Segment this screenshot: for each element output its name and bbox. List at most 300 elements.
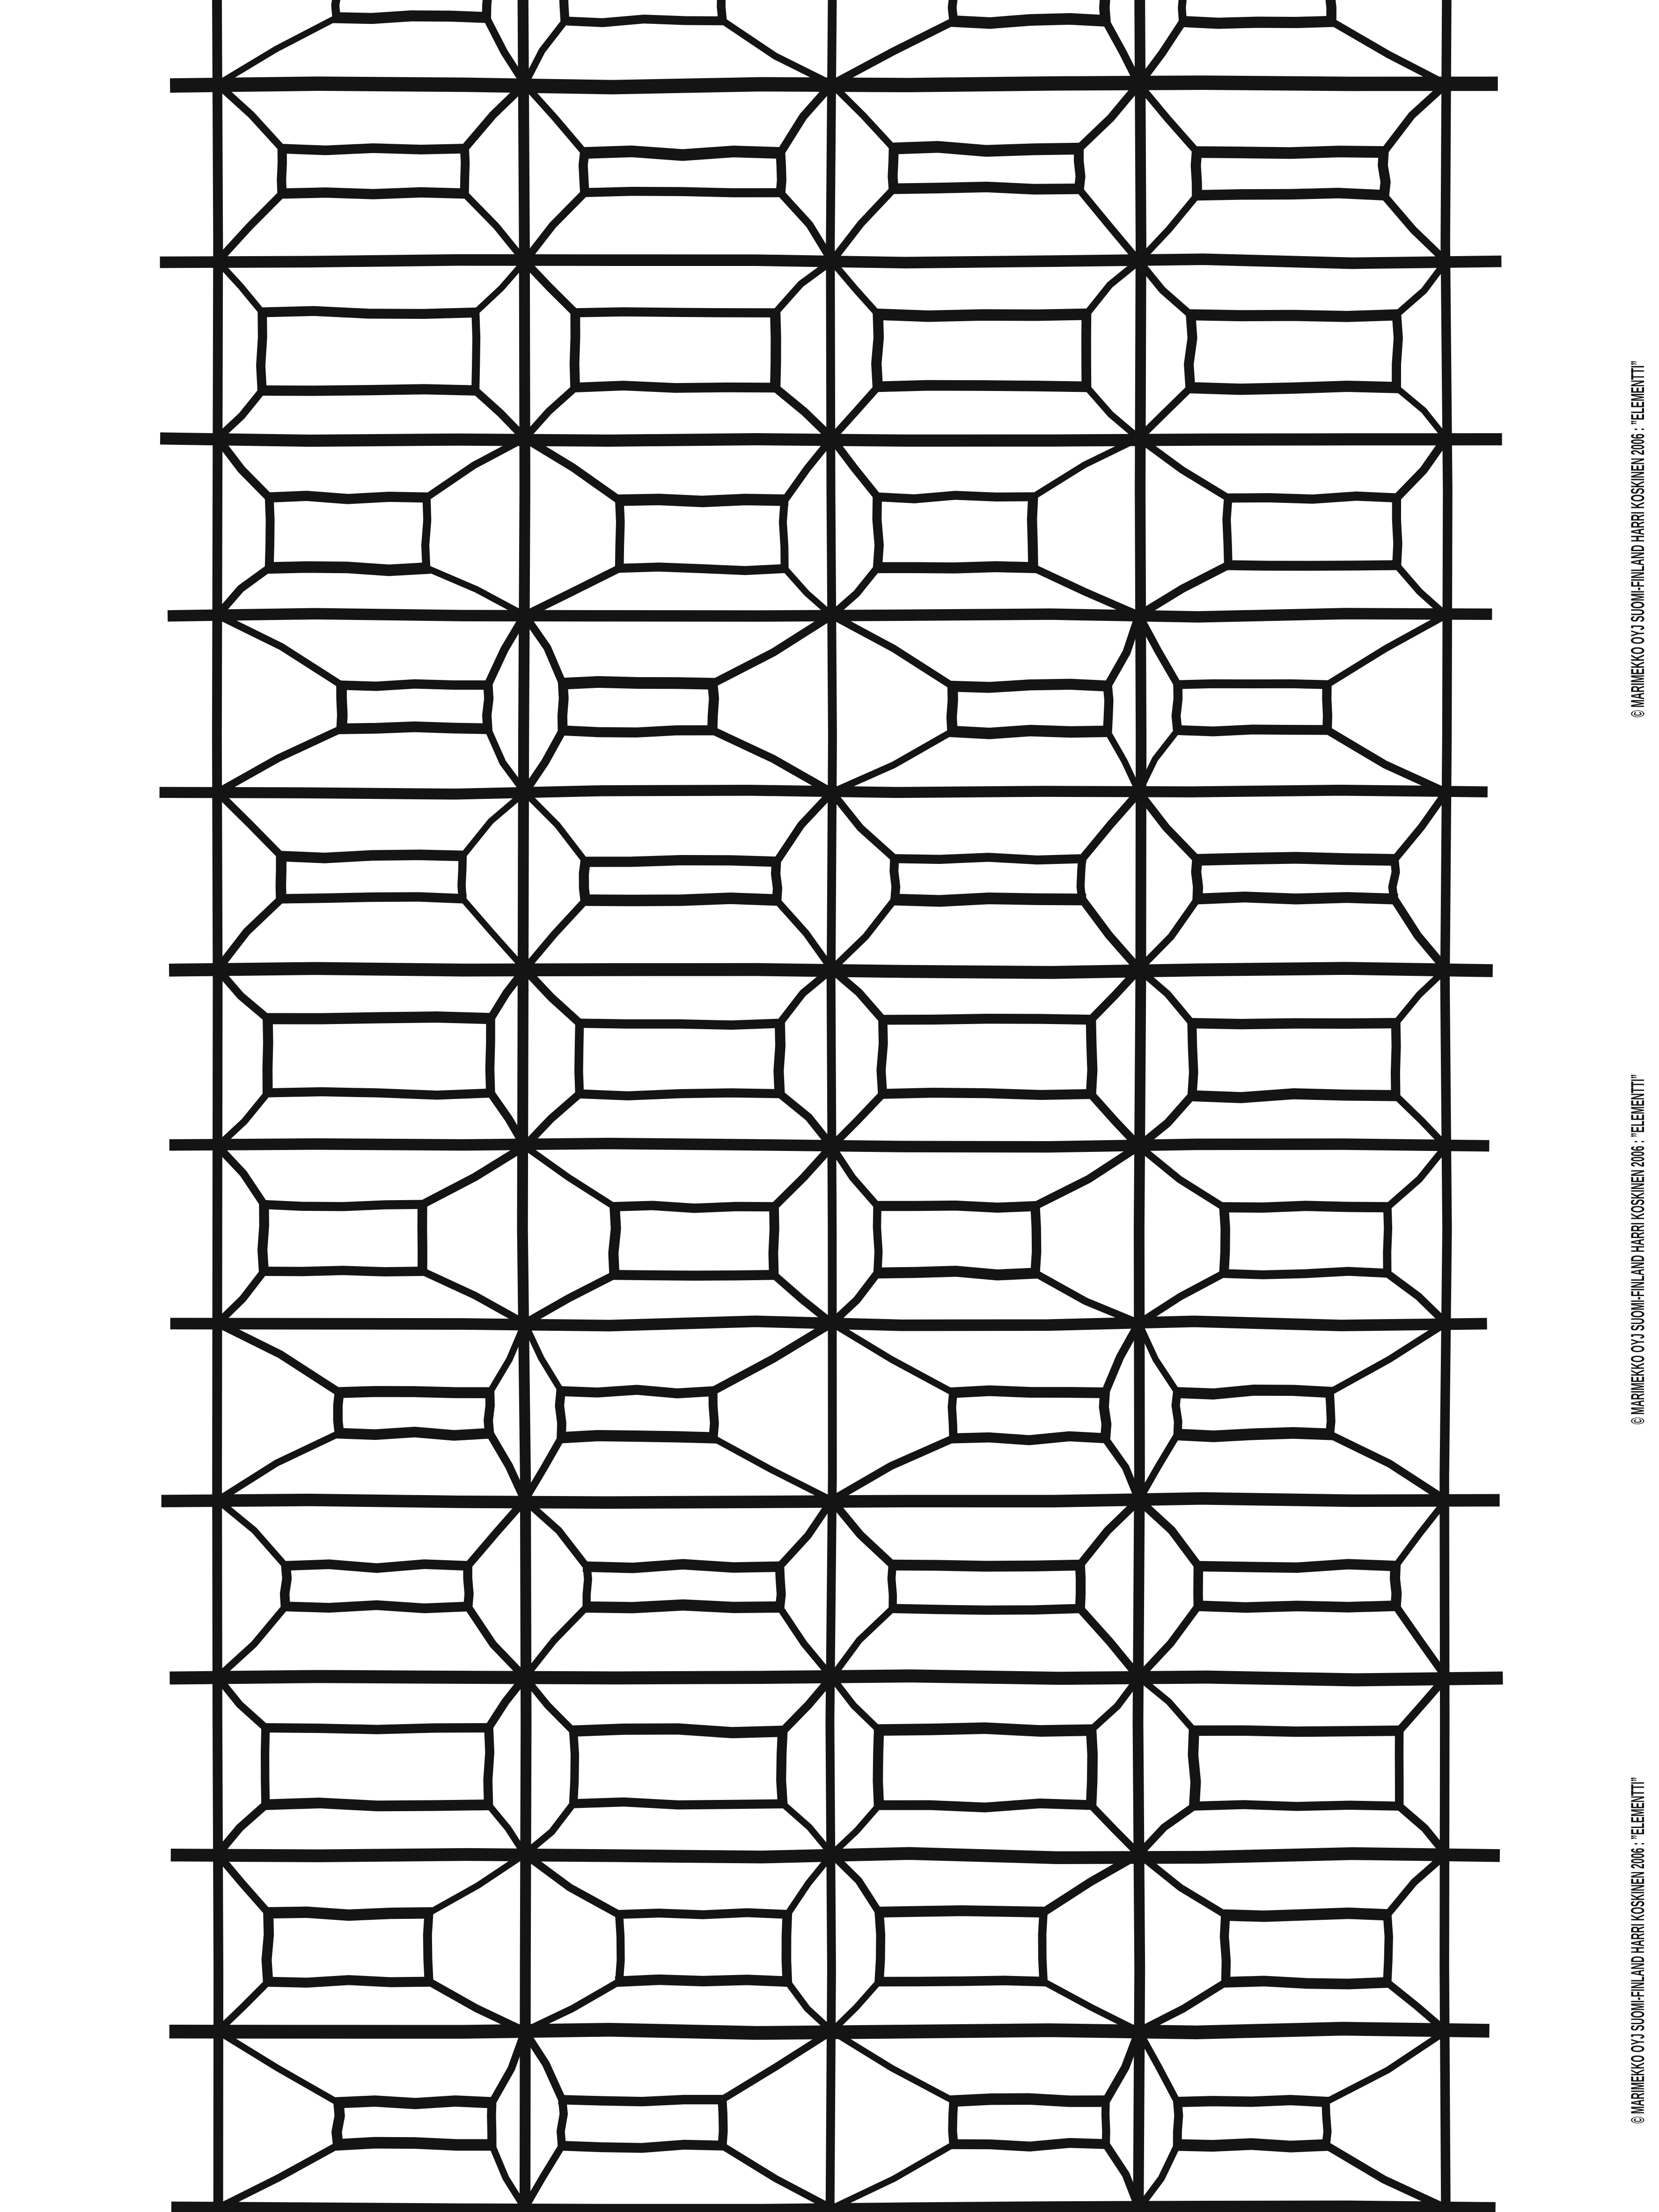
panel-bevel-line: [525, 438, 619, 500]
panel-bevel-line: [1329, 1434, 1446, 1500]
vertical-grid-line: [1445, 0, 1448, 2212]
panel-bevel-line: [1033, 438, 1139, 497]
panel-bevel-line: [712, 615, 832, 684]
panel-top-edge: [559, 682, 716, 684]
panel-bevel-line: [218, 1433, 340, 1500]
panel-bottom-edge: [333, 16, 490, 19]
panel-bevel-line: [525, 730, 563, 792]
panel-top-edge: [875, 1728, 1095, 1731]
panel-bevel-line: [429, 1854, 525, 1913]
panel-bevel-line: [832, 189, 894, 261]
panel-bevel-line: [780, 84, 832, 153]
panel-bottom-edge: [576, 1093, 784, 1096]
panel-bottom-edge: [949, 730, 1111, 733]
panel-bevel-line: [785, 568, 832, 615]
panel-bevel-line: [775, 261, 832, 313]
panel-bevel-line: [218, 1093, 268, 1146]
panel-bevel-line: [218, 2031, 338, 2103]
panel-top-edge: [569, 1729, 786, 1733]
panel-bottom-edge: [1193, 193, 1387, 195]
panel-right-edge: [780, 150, 782, 196]
panel-right-edge: [721, 0, 723, 24]
panel-top-edge: [616, 500, 788, 501]
panel-bevel-line: [525, 900, 586, 969]
panel-bevel-line: [1139, 388, 1190, 438]
panel-top-edge: [874, 1206, 1039, 1208]
panel-bevel-line: [218, 438, 269, 498]
panel-bottom-edge: [1220, 1271, 1391, 1275]
panel-bevel-line: [723, 21, 832, 85]
panel-bottom-edge: [581, 192, 784, 193]
panel-left-edge: [952, 0, 954, 24]
panel-top-edge: [583, 1564, 783, 1568]
panel-left-edge: [587, 1564, 588, 1610]
horizontal-grid-line: [170, 1676, 1503, 1680]
panel-left-edge: [952, 683, 953, 734]
panel-bevel-line: [1033, 568, 1139, 615]
panel-bevel-line: [832, 1094, 883, 1146]
panel-top-edge: [1174, 1390, 1333, 1394]
panel-bevel-line: [832, 1805, 879, 1854]
panel-bevel-line: [1139, 261, 1190, 315]
panel-bevel-line: [832, 2144, 954, 2208]
panel-left-edge: [1196, 857, 1198, 902]
panel-bevel-line: [1139, 1983, 1226, 2032]
panel-bevel-line: [218, 1805, 265, 1854]
panel-left-edge: [574, 310, 575, 391]
panel-bevel-line: [525, 1804, 573, 1854]
panel-bevel-line: [218, 1500, 286, 1566]
panel-bevel-line: [1384, 84, 1446, 152]
panel-bottom-edge: [561, 19, 727, 23]
panel-bevel-line: [525, 969, 580, 1023]
panel-bevel-line: [1105, 1438, 1139, 1500]
panel-bottom-edge: [558, 1436, 717, 1438]
panel-right-edge: [1383, 149, 1386, 199]
panel-left-edge: [1177, 2099, 1179, 2148]
panel-bevel-line: [832, 387, 878, 438]
horizontal-grid-line: [171, 2208, 1496, 2211]
selvage-text: © MARIMEKKO OYJ SUOMI-FINLAND HARRI KOSKINEN 2006 : ”ELEMENTTI”: [1628, 733, 1648, 1424]
panel-top-edge: [890, 147, 1082, 151]
panel-left-edge: [953, 2098, 954, 2147]
panel-top-edge: [582, 860, 780, 862]
panel-bevel-line: [525, 568, 619, 615]
horizontal-grid-line: [171, 1853, 1500, 1858]
panel-bottom-edge: [891, 899, 1086, 901]
panel-right-edge: [778, 1020, 780, 1097]
panel-bottom-edge: [559, 730, 716, 733]
panel-right-edge: [1387, 1912, 1389, 1985]
panel-bevel-line: [787, 1982, 832, 2031]
horizontal-grid-line: [169, 1143, 1490, 1147]
panel-bevel-line: [1139, 899, 1197, 969]
panel-bevel-line: [832, 1500, 893, 1565]
panel-left-edge: [1176, 1390, 1178, 1438]
panel-left-edge: [878, 1727, 879, 1808]
panel-left-edge: [267, 1016, 268, 1096]
panel-bevel-line: [464, 194, 525, 262]
panel-bevel-line: [1080, 1608, 1139, 1677]
panel-bevel-line: [1035, 1146, 1139, 1206]
panel-bottom-edge: [278, 897, 467, 899]
panel-right-edge: [1396, 495, 1398, 568]
panel-bottom-edge: [950, 19, 1109, 23]
panel-bevel-line: [1395, 1500, 1446, 1566]
panel-right-edge: [1091, 1727, 1093, 1808]
panel-right-edge: [427, 1910, 429, 1984]
panel-bottom-edge: [611, 1275, 778, 1276]
panel-right-edge: [783, 497, 785, 571]
panel-bevel-line: [832, 615, 953, 686]
panel-bevel-line: [1384, 195, 1446, 261]
vertical-grid-line: [217, 0, 218, 2212]
panel-left-edge: [584, 859, 586, 903]
panel-left-edge: [263, 1202, 264, 1274]
vertical-grid-lines: [217, 0, 1447, 2212]
panel-bevel-line: [783, 1677, 832, 1731]
panel-bevel-line: [1139, 2031, 1177, 2102]
panel-bottom-edge: [1222, 1981, 1391, 1984]
panel-left-edge: [335, 0, 338, 21]
panel-left-edge: [876, 311, 879, 390]
panel-top-edge: [335, 2101, 496, 2103]
panel-bevel-line: [525, 1146, 615, 1207]
panel-top-edge: [889, 1565, 1084, 1566]
panel-top-edge: [874, 314, 1090, 316]
panel-bevel-line: [429, 1982, 525, 2031]
panel-left-edge: [338, 1390, 340, 1436]
panel-right-edge: [486, 0, 488, 21]
panel-right-edge: [1329, 0, 1331, 24]
panel-bevel-line: [1396, 565, 1446, 615]
panel-bottom-edge: [875, 1803, 1095, 1807]
panel-bevel-line: [1139, 1096, 1192, 1146]
panel-bevel-line: [525, 792, 586, 862]
panel-right-edge: [713, 1388, 714, 1441]
panel-bottom-edge: [1174, 730, 1331, 731]
panel-bottom-edge: [889, 1608, 1084, 1610]
panel-bottom-edge: [1190, 1805, 1403, 1806]
panel-left-edge: [1182, 0, 1183, 24]
panel-bevel-line: [1139, 84, 1197, 152]
panel-top-edge: [1188, 1023, 1400, 1024]
panel-left-edge: [261, 310, 263, 393]
panel-bevel-line: [1139, 1677, 1194, 1731]
panel-left-edge: [1224, 1204, 1225, 1276]
panel-left-edge: [619, 1912, 621, 1985]
panel-top-edge: [264, 1017, 494, 1019]
panel-top-edge: [265, 496, 430, 499]
panel-left-edge: [573, 1728, 575, 1806]
panel-bevel-line: [489, 1805, 525, 1854]
panel-bevel-line: [1329, 1323, 1446, 1393]
panel-bevel-line: [218, 2145, 338, 2208]
panel-bevel-line: [218, 391, 262, 438]
vertical-grid-line: [830, 0, 833, 2212]
panel-bevel-line: [1139, 438, 1228, 498]
panel-bevel-line: [218, 194, 282, 262]
panel-right-edge: [1393, 857, 1396, 902]
horizontal-grid-line: [160, 259, 1502, 263]
panel-bevel-line: [1396, 969, 1446, 1023]
panel-bevel-line: [832, 568, 877, 615]
panel-bottom-edge: [950, 2143, 1110, 2147]
panel-left-edge: [267, 1910, 269, 1984]
panel-top-edge: [1190, 1731, 1403, 1732]
panel-left-edge: [561, 2097, 564, 2148]
panel-bevel-line: [1387, 1146, 1446, 1207]
horizontal-grid-line: [170, 83, 1498, 88]
panel-right-edge: [1091, 1017, 1092, 1097]
panel-top-edge: [615, 1913, 791, 1915]
panel-bevel-line: [1394, 899, 1446, 969]
panel-bevel-line: [832, 1273, 877, 1323]
panel-bevel-line: [1399, 1806, 1446, 1854]
panel-bevel-line: [525, 615, 563, 684]
panel-bevel-line: [722, 2031, 832, 2100]
panel-left-edge: [877, 494, 879, 571]
panel-bottom-edge: [264, 1980, 433, 1983]
panel-bevel-line: [832, 792, 895, 859]
panel-bevel-line: [780, 193, 832, 262]
panel-bevel-line: [787, 1854, 832, 1915]
panel-top-edge: [282, 1564, 471, 1568]
panel-bevel-line: [1331, 22, 1446, 84]
panel-left-edge: [877, 1203, 878, 1276]
panel-top-edge: [891, 857, 1086, 860]
panel-bevel-line: [462, 899, 525, 969]
panel-bottom-edge: [615, 1980, 791, 1982]
panel-right-edge: [773, 1204, 774, 1277]
panel-bevel-line: [1079, 84, 1139, 148]
panel-top-edge: [260, 1204, 426, 1207]
panel-bevel-line: [1326, 2031, 1446, 2102]
panel-right-edge: [422, 1202, 423, 1274]
panel-left-edge: [879, 1910, 881, 1984]
panel-top-edge: [875, 1911, 1048, 1912]
panel-bevel-line: [1106, 21, 1139, 84]
panel-bevel-line: [1139, 1806, 1194, 1854]
panel-bevel-line: [218, 729, 342, 793]
panel-bottom-edge: [279, 192, 469, 194]
panel-bevel-line: [1139, 969, 1192, 1023]
panel-bevel-line: [774, 1275, 832, 1323]
panel-bevel-line: [832, 1438, 954, 1500]
panel-bottom-edge: [265, 567, 430, 570]
panel-bevel-line: [218, 18, 337, 84]
panel-left-edge: [583, 150, 585, 196]
panel-bevel-line: [774, 1146, 832, 1207]
panel-top-edge: [1187, 315, 1400, 317]
panel-bevel-line: [525, 1607, 587, 1677]
panel-left-edge: [281, 146, 282, 196]
panel-bottom-edge: [1194, 897, 1398, 899]
panel-right-edge: [1080, 856, 1082, 902]
panel-right-edge: [464, 146, 465, 196]
panel-right-edge: [487, 682, 489, 731]
horizontal-grid-line: [169, 968, 1493, 973]
panel-right-edge: [1396, 312, 1398, 391]
panel-bevel-line: [1091, 1805, 1139, 1854]
panel-bevel-line: [1396, 438, 1446, 498]
panel-bevel-line: [1387, 1274, 1446, 1324]
panel-top-edge: [558, 1390, 717, 1394]
panel-right-edge: [1035, 1203, 1036, 1276]
panel-bevel-line: [775, 388, 832, 438]
panel-bevel-line: [722, 2146, 832, 2208]
panel-bevel-line: [713, 1323, 832, 1391]
panel-bevel-line: [1139, 2145, 1177, 2208]
panel-right-edge: [776, 859, 778, 903]
panel-left-edge: [613, 1204, 616, 1277]
panel-bevel-line: [779, 1500, 832, 1567]
panel-right-edge: [781, 1728, 783, 1806]
panel-bottom-edge: [1174, 2144, 1329, 2146]
panel-bevel-line: [422, 1271, 525, 1323]
panel-top-edge: [611, 1206, 778, 1209]
panel-bevel-line: [525, 1500, 587, 1567]
selvage-text: © MARIMEKKO OYJ SUOMI-FINLAND HARRI KOSKINEN 2006 : ”ELEMENTTI”: [1628, 26, 1648, 717]
panel-bevel-line: [426, 568, 525, 615]
selvage-text: © MARIMEKKO OYJ SUOMI-FINLAND HARRI KOSKINEN 2006 : ”ELEMENTTI”: [1628, 1432, 1648, 2124]
panel-bevel-line: [1139, 1274, 1224, 1324]
panel-bottom-edge: [874, 1271, 1039, 1275]
panel-bevel-line: [525, 1323, 561, 1391]
panel-bevel-line: [218, 261, 262, 312]
panel-bevel-line: [777, 792, 832, 862]
panel-bevel-line: [1139, 195, 1197, 261]
panel-bevel-line: [426, 438, 525, 498]
panel-right-edge: [1329, 1390, 1331, 1438]
panel-bevel-line: [832, 1608, 893, 1677]
panel-bevel-line: [832, 438, 877, 497]
panel-bevel-line: [1387, 1854, 1446, 1915]
panel-left-edge: [562, 681, 564, 733]
panel-bottom-edge: [583, 1605, 783, 1608]
panel-bevel-line: [1108, 615, 1139, 686]
panel-bevel-line: [218, 969, 268, 1018]
selvage-text-group: [1628, 26, 1648, 2124]
panel-bevel-line: [525, 388, 575, 438]
panel-bevel-line: [1327, 615, 1446, 685]
panel-top-edge: [264, 1912, 433, 1915]
panel-left-edge: [1193, 1728, 1196, 1809]
panel-bevel-line: [832, 2031, 954, 2101]
panel-bevel-line: [785, 438, 832, 500]
panel-bevel-line: [525, 21, 565, 85]
panel-left-edge: [559, 1388, 562, 1441]
panel-top-edge: [336, 1392, 494, 1393]
panel-right-edge: [1327, 682, 1328, 733]
panel-bevel-line: [780, 969, 832, 1023]
panel-top-edge: [581, 151, 784, 155]
panel-bevel-line: [832, 1677, 879, 1730]
panel-bottom-edge: [1187, 386, 1400, 389]
panel-bottom-edge: [335, 2143, 496, 2145]
vertical-grid-line: [1138, 0, 1141, 2212]
panel-top-edge: [279, 148, 469, 150]
panel-bevel-line: [525, 193, 585, 262]
panel-bevel-line: [1396, 1096, 1446, 1146]
panel-bevel-line: [1326, 2145, 1446, 2208]
panel-bevel-line: [1105, 1323, 1139, 1393]
panel-top-edge: [1222, 1913, 1391, 1916]
panel-bevel-line: [1082, 792, 1139, 859]
panel-bevel-line: [832, 1146, 877, 1206]
panel-left-edge: [1176, 682, 1178, 733]
panel-bevel-line: [1139, 22, 1183, 84]
panel-right-edge: [488, 1390, 490, 1436]
panel-left-edge: [891, 1562, 893, 1611]
panel-bevel-line: [476, 391, 525, 438]
panel-top-edge: [558, 2100, 726, 2101]
panel-bottom-edge: [582, 898, 780, 900]
panel-top-edge: [1174, 684, 1331, 685]
panel-top-edge: [1220, 1206, 1391, 1208]
panel-top-edge: [1195, 1564, 1399, 1568]
panel-bevel-line: [783, 1804, 832, 1854]
panel-bevel-line: [1139, 1500, 1198, 1566]
horizontal-grid-line: [170, 1321, 1487, 1326]
panel-top-edge: [1225, 496, 1400, 499]
panel-left-edge: [1226, 495, 1228, 568]
panel-right-edge: [1326, 2099, 1328, 2148]
panel-bevel-line: [525, 84, 585, 153]
panel-bevel-line: [525, 1677, 573, 1731]
panel-bevel-line: [779, 1607, 832, 1677]
panel-bottom-edge: [1225, 565, 1400, 566]
horizontal-grid-line: [160, 790, 1488, 794]
panel-bottom-edge: [572, 386, 779, 388]
panel-top-edge: [1174, 2100, 1329, 2102]
panel-top-edge: [949, 684, 1111, 687]
panel-right-edge: [1080, 1562, 1081, 1611]
panel-bevel-line: [525, 1275, 615, 1323]
panel-bevel-line: [832, 21, 954, 84]
panel-left-edge: [894, 856, 896, 902]
panel-bevel-line: [462, 792, 525, 856]
panel-top-edge: [950, 2099, 1110, 2101]
panel-bevel-line: [489, 1677, 525, 1728]
panel-bevel-line: [1082, 900, 1139, 969]
panel-bevel-line: [464, 84, 525, 148]
panel-bevel-line: [1139, 565, 1228, 615]
panel-bevel-line: [713, 1438, 832, 1500]
panel-bevel-line: [1139, 1146, 1224, 1207]
panel-right-edge: [490, 1016, 491, 1096]
panel-bottom-edge: [258, 389, 479, 391]
panel-bevel-line: [468, 1500, 525, 1566]
panel-bevel-line: [1396, 261, 1446, 315]
panel-bevel-line: [525, 1854, 619, 1915]
panel-bevel-line: [422, 1146, 525, 1204]
panel-right-edge: [1108, 683, 1109, 734]
panel-left-edge: [269, 495, 270, 571]
panel-bottom-edge: [282, 1605, 471, 1608]
panel-right-edge: [775, 310, 776, 391]
panel-top-edge: [874, 495, 1037, 499]
panel-right-edge: [1395, 1020, 1396, 1099]
panel-bevel-line: [1139, 792, 1197, 860]
panel-right-edge: [1032, 494, 1034, 571]
panel-right-edge: [722, 2097, 723, 2148]
panel-bottom-edge: [1188, 1094, 1400, 1098]
panel-left-edge: [952, 1390, 954, 1441]
panel-top-edge: [262, 1728, 492, 1730]
panel-left-edge: [1225, 1912, 1226, 1985]
panel-left-edge: [893, 146, 894, 192]
